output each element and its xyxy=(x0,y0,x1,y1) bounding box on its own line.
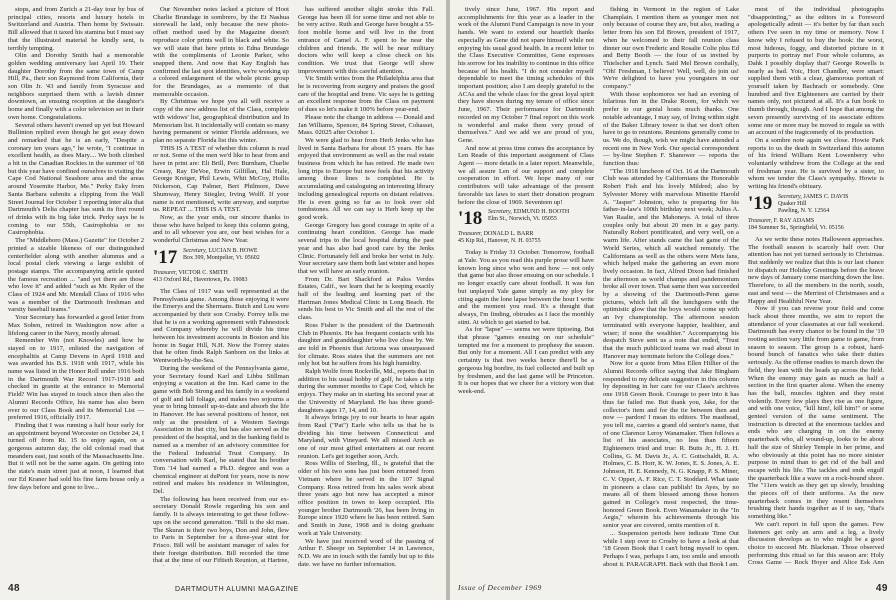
right-column-1 xyxy=(458,6,594,566)
left-page xyxy=(0,0,446,600)
paragraph: has suffered another slight stroke this Fall. George has been ill for some time and not able to be very active. Ruth and George have bought a 55-foot mobile home and will live in the front entrance of Camel A. F. spent to be near the children and friends. He will be near military doctors who will keep a close check on his condition. We trust that George will show improvement with this careful attention. xyxy=(298,6,434,75)
paragraph: With those sophomores we had an evening of hilarious fun in the Drake Room, for which we prefer to our genial hosts much thanks. One notable advantage, I may say, of living within sight of the Baker Library tower is that we don't often have to go to reunions. Reunions generally come to us. We do, though, wish we might have attended a recent one in New York. Our special correspondent — by-line Stephen F. Shanower — reports the function thus: xyxy=(603,90,739,168)
right-column-3 xyxy=(748,6,884,566)
paragraph: Please note the change in address — Donald and Jan Williams, Spencer, 84 Spring Street, Cohasset, Mass. 02025 after October 1. xyxy=(298,113,434,137)
paragraph: From Dr. Bart Shackford at Palos Verdes Estates, Calif., we learn that he is keeping exactly half of the leading and learning part of the Hartman Jones Medical Clinic in Long Beach. He sends his best to Vic Smith and all the rest of the class. xyxy=(298,275,434,322)
paragraph: Today is Friday 31 October. Tomorrow, football at Yale. You as you read this purple prose will have known long since who won and how — not only that game but also those ensuing on our schedule. I no longer exactly care about football. It was fun but unplayed Yale game simply as my ploy for citing again the lone lapse between the hour I write and the moment you read. It's a thought that always, I'm finding, obtrudes as I face the monthly stint. At which to get started to bat. xyxy=(458,249,594,326)
paragraph: Ross Willis of Sterling, Ill., is grateful that the older of his two sons has just been returned from Vietnam where he served in the 107 Signal Company. Ross retired from his sales work about three years ago but now has accepted a minor office position in town to keep occupied. His younger brother Dartmouth '26, has been living in Europe since 1920 where he has been retired. Sam and Smith in June, 1968 and is doing graduate work at Yale University. xyxy=(298,460,434,537)
paragraph: The following has been received from our ex-secretary Donald Rowle regarding his son and family. It is always interesting to get these follow-ups on the second generation. "Bill is the ski man. The Skuran is their two boys, Don and John, flew to Paris in September for a three-year stint for Frisco. Bill will be assistant manager of sales for their foreign distribution. Bill recorded the time that at the time of our Fiftieth Reunion, at Hartree, xyxy=(153,495,289,565)
left-column-2 xyxy=(153,6,289,566)
paragraph: "The 1918 luncheon of Oct. 16 at the Dartmouth Club was attended by Californians the Honorable Robert Fish and his lovely Mildred; also by Sylvester Morey with marvelous Minettie Harold A. "Jasper" Johnston, who is preparing for his father-in-law's 100th birthday next week; Julius A. Van Raalte, and the Mahoneys. A total of three couples only but about 20 men in a gay party. Naturally Robert pontificated, and very well, on a warm life. After stands came the last game of the World Series, which all watched remotely. The Californians as well as the others were Mets fans, which helped make the gathering an even more lively occasion. In fact, Alfred Dixon had finished the afternoon as world champs and pandemonium broke all over town. That same then was succeeded by a showing of the Dartmouth-Penn game pictures, which left all the lunchgoers with the optimistic glow that the boys would come up with an Ivy championship. The afternoon session terminated with everyone happier, healthier, and wiser; if none the wealthier." Accompanying his despatch Steve sent us a note that ended, "Trust that the much publicized teams we read about in Hanover may terminate before the College does." xyxy=(603,167,739,360)
right-page xyxy=(450,0,896,600)
paragraph: Finding that I was running a half hour early for an appointment beyond Worcester on October 24, I turned off from Rt. 15 to enjoy again, on a gorgeous autumn day, the old colonial road that meanders east, just south of the Massachusetts line. But it will not be the same again. On getting into the state's main street just at noon, I learned that our Ed Kraner had sold his fine farm house only a few days before and gone to live... xyxy=(8,421,144,491)
class-1917-heading xyxy=(153,248,289,267)
paragraph: stops, and from Zurich a 21-day tour by bus of principal cities, resorts and luxury hotels in Switzerland and Austria. Then home by Swissair. Bill allowed that it taxed his stamina but I must say that the illustrated material he kindly sent, is terribly tempting. xyxy=(8,6,144,52)
left-footer xyxy=(8,583,299,594)
page-number-right: 49 xyxy=(875,583,888,594)
paragraph: Now for a quote from Miss Ellen Hillier of the Alumni Records office saying that Jake Bingham responded to my delicate suggestion in this column by depositing in her care for our Class's archives one 1918 Green Book. Courage to peer into it has thus far failed me. But thank you, Jake, for the collector's item and for the tie between then and now — pardon! I mean its editors. The masthead, you tell me, carries a grand old senior's name, that of one Clarence Leroy Wanamaker. Then follows a list of his associates, no less than fifteen Eighteeners tried and true: R. Butts Jr., H. J. H. Collins, G. M. Davis Jr., A. C. Gottschaldt, R. A. Holmes, C. B. Horr, K. W. Jones, E. S. Jones, A. E. Johnson, H. E. Kennedy, N. G. Knapp, P. S. Miner, C. V. Opper, A. F. Rice, C. T. Stoddard. What taste in pioneers a class can publish! Its Ayes, by no means all of them blessed among those honors gained in College's most respected, the time-honored Green Book. Even Wanamaker in the "In Aegis," wherein his achievements through his senior year are covered, omits mention of it. xyxy=(603,360,739,530)
magazine-title: DARTMOUTH ALUMNI MAGAZINE xyxy=(175,586,299,593)
paragraph: We have just received word of the passing of Arthur F. Sheepr on September 14 in Lawrence, N.D. We are in touch with the family but up to this date, we have no further information. xyxy=(298,537,434,566)
paragraph: By Christmas we hope you all will receive a copy of the new address list of the Class, complete with widows' list, geographical distribution and In Memoriam list. It incidentally will contain so many having permanent or winter Florida addresses, we plan no separate Florida list this winter. xyxy=(153,98,289,144)
paragraph: ... Suspension periods here indicate Time Out while I step over to Crosby to have a look at that '18 Green Book that I can't bring myself to open. Perhaps I was, perhaps I am, too smile and smooth about it. PARAGRAPH. Back with that Book I am, xyxy=(603,529,739,566)
secretary-label: Secretary, xyxy=(182,247,207,254)
paragraph: And now at press time comes the acceptance by Len Reade of this important assignment of Class Agent — more details in a later report. Meanwhile, we all assure Len of our support and complete cooperation in effort. We hope many of our contributors will take advantage of the present favorable tax laws to start their donation program before the close of 1969. Seventeen up! xyxy=(458,144,594,206)
paragraph: George Gregory has good courage in spite of a continuing heart condition. George has made several trips to the local hospital during the past year and has also had good care by the Jenks Clinic. Fortunately fell and broke her wrist in July. Your secretary saw them both last winter and hopes that we will have an early reunion. xyxy=(298,221,434,275)
page-number-left: 48 xyxy=(8,583,21,594)
paragraph: The "Middleboro (Mass.) Gazette" for October 2 printed a sizable likeness of our distinguished centerfielder along with another alumnus and a local postal clerk viewing a large exhibit of postage stamps. The accompanying article quoted the famous recreation ... "and yet there are those who love it" and added "such as Mr. Ryder of the Class of 1924 and Mr. Mendall Class of 1916 who was a member of the Dartmouth freshman and varsity baseball teams." xyxy=(8,237,144,314)
paragraph: Our November notes lacked a picture of Hoot Charlie Brundage in sombrero, by the Et Nashua storewall he laid, only because the new photo-offset method used by the Magazine doesn't reproduce color prints well in black and white. So we will state that here prints to Edna Brundage with the compliments of Leonie Parker, who snapped them. And now that Kay English has confirmed the last spot identities, we're working up a colored enlargement of the whole picnic group for the Brundages, as a memento of that memorable occasion. xyxy=(153,6,289,98)
paragraph: During the weekend of the Pennsylvania game, your Secretary found Karl and Libbu Stillman enjoying a vacation at the Inn. Karl came to the game with Bob Strong and his family in a weekend of golf and fall foliage, and makes two sojourns a year to bring himself up-to-date and absorb the life in Hanover. He has several positions of honor, not only as the president of a Western Savings Association in that city, but has also served as the president of the hospital, and in the banking field is named as a member of an advisory committee for the Federal Industrial Trust Company. In conversation with Karl, he stated that his brother Tom '14 had earned a Ph.D. degree and was a chemical engineer at duPont for years, now is now retired and makes his residence in Wilmington, Del. xyxy=(153,364,289,496)
right-column-2 xyxy=(603,6,739,566)
class-year-1919: '19 xyxy=(748,192,773,214)
paragraph: Vic Smith writes from the Philadelphia area that he is recovering from surgery and praises the good care of the hospital and Irene. Vic says he is getting an excellent response from the Class on payment of dues so let's make it 100% before year-end. xyxy=(298,75,434,114)
left-column-3 xyxy=(298,6,434,566)
class-year-1918: '18 xyxy=(458,208,483,230)
paragraph: It always brings joy to our hearts to hear again from Raul ("Pat") Earle who tells us that he is dividing his time between Connecticut and Maryland, with Vineyard. We all missed Arch as one of our most gifted entertainers at our recent reunion. Let's get together soon, Arch. xyxy=(298,414,434,460)
paragraph: most of the individual photographs "disappointing," as the editors in a Foreword apologetically admit — it's better by far than such others I've seen in my time or memory. Now I know why I refused to buy the book: the worst, most hideous, foggy, and distorted picture in it purports to portray me! Four whole columns, as Dahk I possibly display that? George Rowells is nearly as bad. Yoic, Hort Chandler, were smart: supplied them with a clear, glamorous portrait of yourself taken by Bachrach or somebody. One hundred and five Eighteeners are carried by their names only, not pictured at all. It's a fun book to thumb through, though. And I hope that among the seven presently surviving of its associate editors some one or more may be moved to regale us with an account of the tragicomedy of its production. xyxy=(748,6,884,137)
paragraph: tively since June, 1967. His report and accomplishments for this year as a leader in the work of the Alumni Fund Campaign is now in your hands. We want to extend our heartfelt thanks especially as Gene did not spare himself while not enjoying his usual good health. In a recent letter to the Class Executive Committee, Gene expresses his sorrow for his inability to continue in this office because of his health. "I do not consider myself dependable to meet the timing schedules of this important position; also I am deeply grateful to the ACAs and the whole class for the great loyal spirit they have shown during my tenure of office since June, 1967. Their performance for Dartmouth recorded on my October 7 final report on this work is wonderful and make them very proud of themselves." And we add we are proud of you, Gene. xyxy=(458,6,594,144)
issue-date: Issue of December 1969 xyxy=(458,583,542,592)
class-1918-treasurer: Treasurer, DONALD L. BARR 45 Kip Rd., Hanover, N. H. 03755 xyxy=(458,231,541,245)
secretary-address: Box 399, Montpelier, Vt. 05602 xyxy=(182,254,260,261)
paragraph: The Class of 1917 was well represented at the Pennsylvania game. Among those enjoying it were the Emerys and the Shermans. Butch and Lou were accompanied by their son Crosby. Forrey tells me that he is on a working agreement with Fahnestock and Company whereby he will divide his time between his investment accounts in Boston and his home in Sugar Hill, N.H. Now the Forrey states that he often finds Ralph Sanborn on the links at Wentworth-by-the-Sea. xyxy=(153,287,289,365)
paragraph: We can't report in full upon the games. Few listeners get only an arm and a leg, a lively discussion develops as to who might be a good choice to succeed Mr. Blackman. Those observed performing this ritual so far this season are: Holy Cross Game — Rock Hoyer and Alice Esk Ann xyxy=(748,520,884,566)
paragraph: Ross Fisher is the president of the Dartmouth Club in Phoenix. He has frequent contacts with his daughter and granddaughter who live close by. We are told in Phoenix that Arizona was unsurpassed for climate. Ross states that the summers are not only hot but he suffers from his high humidity. xyxy=(298,321,434,368)
class-1919-treasurer: Treasurer, F. RAY ADAMS 184 Summer St., Springfield, Vt. 05156 xyxy=(748,217,844,231)
secretary-name: LUCIAN B. HOWE xyxy=(208,247,258,254)
paragraph: Your Secretary has forwarded a good letter from Max Soben, retired in Washington now after a lifelong career in the Navy, mostly abroad. xyxy=(8,314,144,337)
paragraph: fishing in Vermont in the region of Lake Champlain. I mention them as younger men not only because of course they are, but also, reading a letter from his son Ed Brown, president of 1917, when he welcomed to their fall reunion class dinner our own Frederic and Rosalie Colie plus Ed and Betty Booth — the four of us invited by Thielscher and Lynch. Said Mel Brown cordially, "Oh! Freshman, I believe! Well, well, do join us! We're delighted to have you youngsters in our company." xyxy=(603,6,739,91)
paragraph: Several others haven't owned up yet but Howard Bullinton replied even though he got away down and remarked that he is an early, "Despite a coronary ten years ago," he wrote, "I continue in excellent health, as does Mary.... We both climbed a bit in the Canadian Rockies in the summer of '68 but this year have confined ourselves to visiting the Cape Cod National Seashore area and the areas around Yosemite Harbor, Me." Perky Esky from Santa Barbara submits a clipping from the Wall Street Journal for October 1 reporting inter alia that Dartmouth's Delta chapter has sunk its first round of drinks with its big fake trick. Perky says he is coming to our 55th, Castrophobia or no Castrophobia. xyxy=(8,121,144,237)
paragraph: THIS IS A TEST of whether this column is read or not. Some of the men we'd like to hear from and have in print are: Eli Brill, Perc Burnham, Charlie Creasy, Ray DeVoe, Erwin Gilfillan, Hal Hale, George Kreiger, Phil Lewis, Whit McCoy, Hollis Nickerson, Cap Palmer, Bert Philmore, Dave Shumway, Henry Stiegler, Irving Wolff. If your name is not mentioned, write anyway, and surprise us. REPEAT ... THIS IS A TEST. xyxy=(153,144,289,214)
class-year-1917: '17 xyxy=(153,246,178,268)
paragraph: As for "lapse" — seems we were tiptoeing. But that phrase "games ensuing on our schedule" tempted me for a moment to prophesy the season. But only for a moment. All I can predict with any certainty is that two weeks hence there'll be a gorgeous big bonfire, its fuel collected and built up by freshmen, and the last game will be Princeton. It is our hopes that we cheer for a victory won that week-end. xyxy=(458,326,594,395)
paragraph: As we write these notes Halloween approaches. The football season is scarcely half over. Our attention has not yet turned seriously to Christmas. But suddenly we realize that this is our last chance to dispatch our Holiday Greetings before the brave new days of January come marching down the line. Therefore, to all the members in the north, south, east and west — the Merriest of Christmases and a Happy and Healthful New Year. xyxy=(748,235,884,305)
paragraph: We were glad to hear from Herb Jenks who has lived in Santa Barbara for about 15 years. He has enjoyed that environment as well as the real estate business from which he has retired. He made two long trips to Europe but now feels that his activity among those lines is completed. He is accumulating and cataloguing an interesting library including genealogical reports on distant relatives. He is even going so far as to look over old tombstones. All we can say is Herb keep up the good work. xyxy=(298,136,434,221)
class-1919-heading: '19 Secretary, JAMES C. DAVIS Quaker Hill Pawling, N. Y. 12564 xyxy=(748,192,849,214)
paragraph: Remember Win (not Knowles) and how he stayed on to 1917, enlisted the navigation of encephalitis at Camp Devens in April 1918 and was awarded his B.S. 1918 with 1917, while his name was listed in the Honor Roll under 1916 both in the Dartmouth War Record 1917-1918 and checked in granite at the entrance to Memorial Field? Win has stayed in touch since then also the Alumni Records Office, his name has also been over to our Class Book and its Memorial List — preferred 1916, officially 1917. xyxy=(8,337,144,422)
paragraph: On a sombre note again we close. Howie Park reports to us the death in Switzerland this autumn of his friend William Kent Lowenberry who voluntarily withdrew from the College at the end of freshman year. He is survived by a sister, to whom we tender the Class's sympathy. Howie is writing his friend's obituary. xyxy=(748,136,884,191)
paragraph: Now if you can reverse your field and come back about three months, we aim to report the attendance of your classmates at our fall weekend. Dartmouth has every chance to be found in the '19 rooting section vary little from game to game, from season to season. The group is a robust, hard-bound bunch of fanatics who take their duties seriously. As the offense readies to march down the field, they lean with the heads up across the field. When the enemy may gain as much as half a section in the first quarter alone. When the enemy has the ball, muscles tighten and they resist violently. Every few plays they rise as one figure, and with one voice, "kill him!, kill him!" or some genteel version of the same sentiment. The instruction is directed at the enormous tackles and ends who are charging in on the enemy quarterback who, all wound-up, looks to be about half the size of Shirley Temple in her prime, and who obviously at this point has no more sinister purpose in mind than to get rid of the ball and escape with his life. The tackles and ends engulf the quarterback like a wave on a rock-bound shore. The "11ers watch as they get up slowly, brushing the pieces off of their uniforms. As the new quarterback comes in they resent themselves brushing their hands together as if to say, "that's something like." xyxy=(748,305,884,521)
class-1918-heading: '18 Secretary, EDMUND H. BOOTH Elm St., Norwich, Vt. 05055 xyxy=(458,208,570,230)
class-1917-treasurer: Treasurer, VICTOR C. SMITH 413 Oxford Rd., Havertown, Pa. 19083 xyxy=(153,269,248,283)
right-footer xyxy=(458,583,888,594)
paragraph: Olin and Dorothy Smith had a memorable golden wedding anniversary last April 19. Their daughter Dorothy from the same town of Camp Hill, Pa., their son Raymond from California, their son Olin Jr. '43 and family from Syracuse and neighbors surprised them with a lavish dinner downtown, an ensuing reception at the daughter's home and finally with a color television set in their own home. Congratulations. xyxy=(8,52,144,121)
left-column-1 xyxy=(8,6,144,566)
paragraph: Now, as the year ends, our sincere thanks to those who have helped to keep this column going, and to all whoever you are, our best wishes for a wonderful Christmas and New Year. xyxy=(153,213,289,245)
paragraph: Ralph Wolfe from Rockville, Md., reports that in addition to his usual hobby of golf, he takes a trip during the summer months to Cape Cod, which he enjoys. They make an in starting his second year at the University of Maryland. He has three grand-daughters ages 17, 14, and 10. xyxy=(298,368,434,414)
